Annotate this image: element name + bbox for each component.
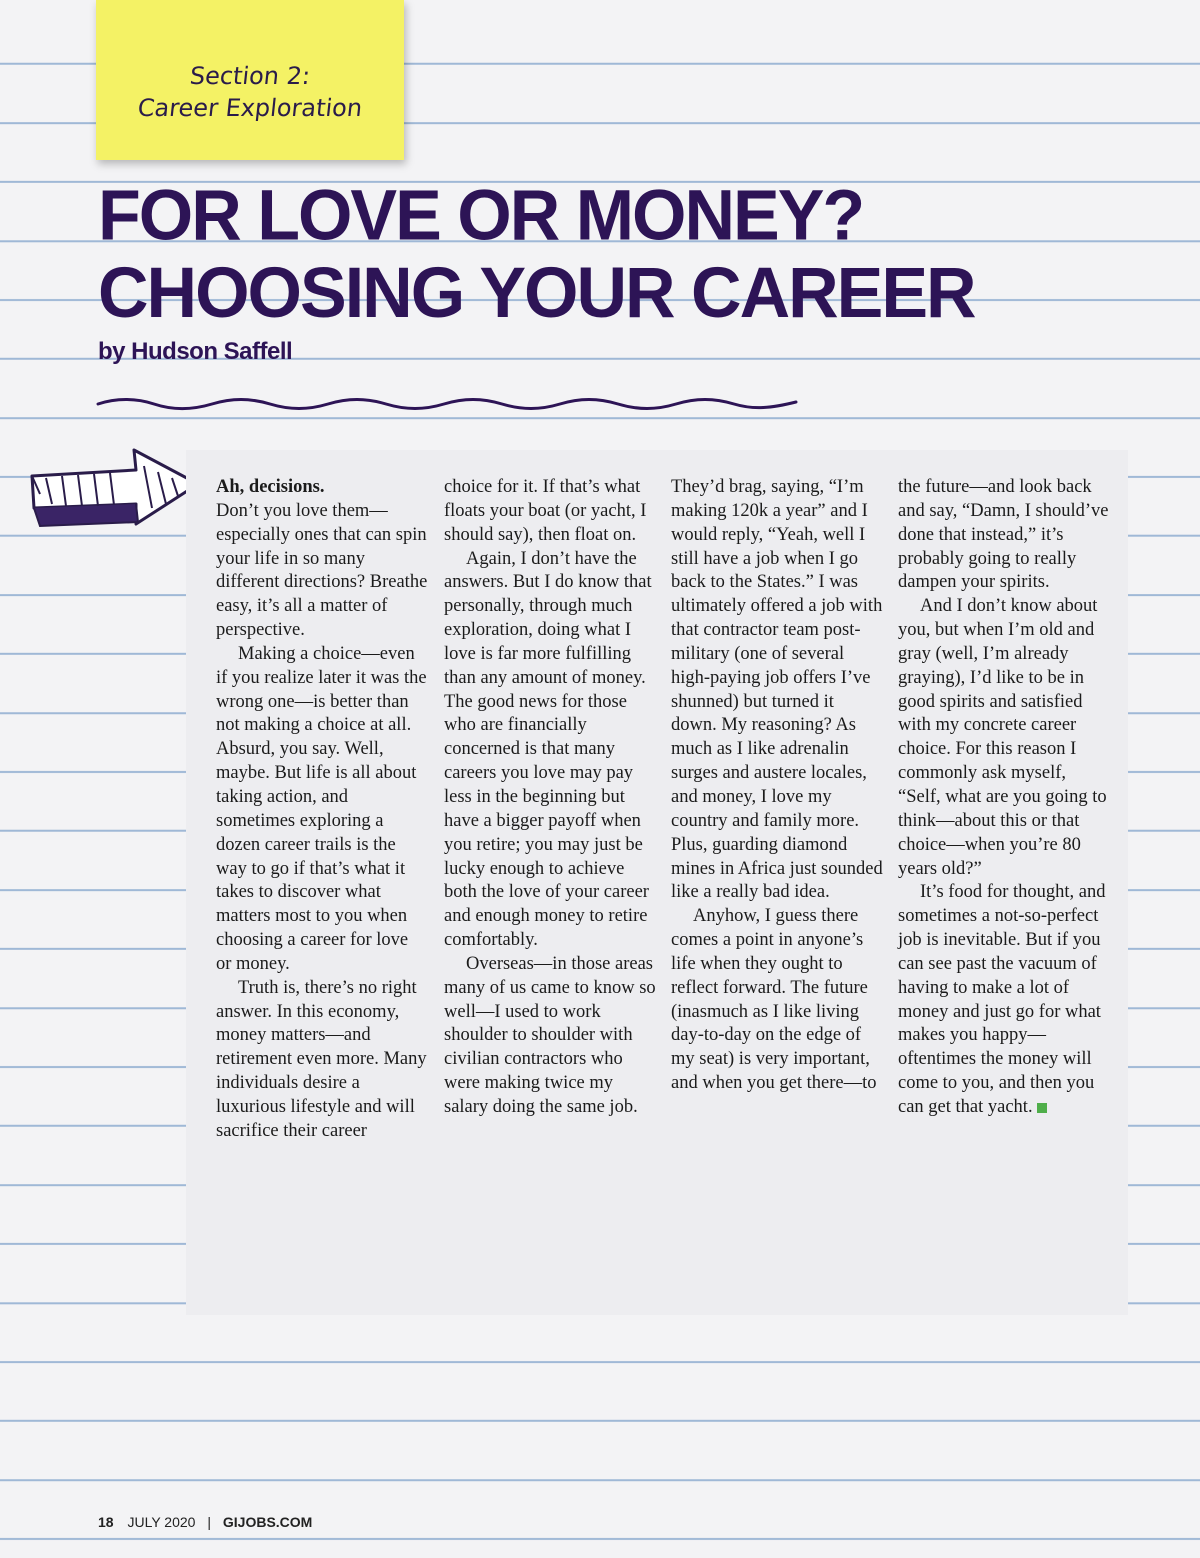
article-column-3 (671, 476, 883, 1096)
article-column-2 (444, 476, 656, 1120)
squiggle-divider (96, 392, 800, 416)
article-column-4 (898, 476, 1110, 1120)
paragraph-text: It’s food for thought, and sometimes a not-so-perfect job is inevitable. But if you can see past the vacuum of having to make a lot of money and just go for what makes you happy—oftentimes the money will come to you, and then you can get that yacht. (898, 882, 1106, 1117)
byline: by Hudson Saffell (98, 338, 293, 365)
paragraph: the future—and look back and say, “Damn, I should’ve done that instead,” it’s probably going to really dampen your spirits. (898, 477, 1109, 593)
paragraph: And I don’t know about you, but when I’m old and gray (well, I’m already graying), I’d like to be in good spirits and satisfied with my concrete career choice. For this reason I commonly ask myself, “Self, what are you going to think—about this or that choice—when you’re 80 years old?” (898, 596, 1107, 879)
paragraph: Truth is, there’s no right answer. In this economy, money matters—and retirement even more. Many individuals desire a luxurious lifestyle and will sacrifice their career (216, 977, 427, 1141)
paragraph: Overseas—in those areas many of us came to know so well—I used to work shoulder to shoulder with civilian contractors who were making twice my salary doing the same job. (444, 953, 656, 1117)
site-name: GIJOBS.COM (222, 1514, 313, 1530)
paragraph (898, 881, 1110, 1119)
page-number: 18 (98, 1514, 114, 1530)
paragraph: Again, I don’t have the answers. But I do know that personally, through much exploration, doing what I love is far more fulfilling than any amount of money. The good news for those who are financially concerned is that many careers you love may pay less in the beginning but have a bigger payoff when you retire; you may just be lucky enough to achieve both the love of your career and enough money to retire comfortably. (444, 548, 652, 951)
section-label: Section 2: (188, 62, 312, 90)
issue-date: JULY 2020 (127, 1514, 196, 1530)
arrow-right-icon (26, 446, 206, 532)
section-title: Career Exploration (136, 94, 364, 122)
paragraph: Anyhow, I guess there comes a point in anyone’s life when they ought to reflect forward. The future (inasmuch as I like living day-to-day on the edge of my seat) is very important, and when you get there—to (671, 906, 877, 1094)
paragraph: Don’t you love them—especially ones that can spin your life in so many different directions? Breathe easy, it’s all a matter of perspective. (216, 500, 428, 641)
sticky-note (96, 0, 404, 160)
page-footer (98, 1514, 312, 1530)
paragraph: They’d brag, saying, “I’m making 120k a year” and I would reply, “Yeah, well I still have a job when I go back to the States.” I was ultimately offered a job with that contractor team post-military (one of several high-paying job offers I’ve shunned) but turned it down. My reasoning? As much as I like adrenalin surges and austere locales, and money, I love my country and family more. Plus, guarding diamond mines in Africa just sounded like a really bad idea. (671, 477, 883, 903)
headline-line-1: FOR LOVE OR MONEY? (98, 175, 864, 256)
headline-line-2: CHOOSING YOUR CAREER (98, 252, 975, 333)
paragraph: Making a choice—even if you realize later it was the wrong one—is better than not making a choice at all. Absurd, you say. Well, maybe. But life is all about taking action, and sometimes exploring a dozen career trails is the way to go if that’s what it takes to discover what matters most to you when choosing a career for love or money. (216, 643, 427, 974)
lead-in: Ah, decisions. (216, 477, 325, 497)
article-column-1 (216, 476, 428, 1144)
footer-separator: | (207, 1514, 211, 1530)
paragraph: choice for it. If that’s what floats your boat (or yacht, I should say), then float on. (444, 477, 647, 545)
end-of-article-icon (1037, 1103, 1047, 1113)
article-headline (98, 176, 1098, 331)
